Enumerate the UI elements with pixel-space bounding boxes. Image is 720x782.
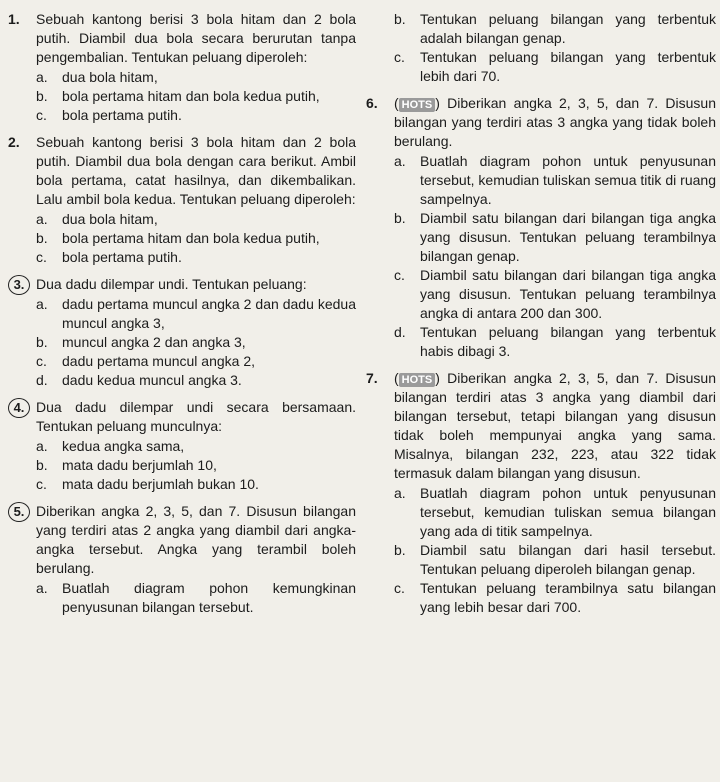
question-number: 6. [366, 95, 378, 111]
question-2 [8, 133, 356, 267]
option [36, 210, 356, 229]
option-label: a. [36, 438, 48, 454]
option [36, 333, 356, 352]
option-label: b. [36, 334, 48, 350]
hots-badge: HOTS [399, 98, 436, 112]
option-label: c. [36, 353, 47, 369]
option [394, 484, 716, 541]
option-text: bola pertama hitam dan bola kedua putih, [62, 88, 320, 104]
option-label: c. [394, 267, 405, 283]
question-text: Dua dadu dilempar undi. Tentukan peluang: [36, 276, 307, 292]
option-label: b. [394, 210, 406, 226]
question-text: Sebuah kantong berisi 3 bola hitam dan 2 bola putih. Diambil dua bola dengan cara berikut. Ambil bola pertama, catat hasilnya, dan dikembalikan. Lalu ambil bola kedua. Tentukan peluang diperoleh: [36, 134, 356, 207]
option-label: b. [394, 542, 406, 558]
option [36, 371, 356, 390]
option-text: Diambil satu bilangan dari bilangan tiga angka yang disusun. Tentukan peluang terambilnya bilangan genap. [420, 210, 716, 264]
option [394, 541, 716, 579]
option [394, 579, 716, 617]
option [36, 87, 356, 106]
option-text: Buatlah diagram pohon untuk penyusunan tersebut, kemudian tuliskan semua bilangan yang ada di titik sampelnya. [420, 485, 716, 539]
option-text: Buatlah diagram pohon untuk penyusunan tersebut, kemudian tuliskan semua titik di ruang sampelnya. [420, 153, 716, 207]
question-text-body: Diberikan angka 2, 3, 5, dan 7. Disusun bilangan terdiri atas 3 angka yang diambil dari bilangan tersebut, tetapi bilangan yang disusun tidak boleh mempunyai angka yang sama. Misalnya, bilangan 232, 223, atau 322 tidak termasuk dalam bilangan yang disusun. [394, 370, 716, 481]
option [36, 579, 356, 617]
option-label: d. [394, 324, 406, 340]
option-label: a. [36, 296, 48, 312]
question-number: 4. [8, 398, 30, 418]
question-3 [8, 275, 356, 390]
option [394, 266, 716, 323]
option-text: mata dadu berjumlah 10, [62, 457, 217, 473]
question-number: 5. [8, 502, 30, 522]
option-text: dadu kedua muncul angka 3. [62, 372, 242, 388]
option [36, 229, 356, 248]
option [36, 352, 356, 371]
question-number: 1. [8, 11, 20, 27]
question-1 [8, 10, 356, 125]
option-label: c. [394, 580, 405, 596]
option [36, 456, 356, 475]
option-label: c. [36, 249, 47, 265]
option [36, 475, 356, 494]
question-number: 2. [8, 134, 20, 150]
option-text: kedua angka sama, [62, 438, 185, 454]
option [36, 437, 356, 456]
question-number-circled [8, 275, 36, 390]
option-text: dua bola hitam, [62, 69, 158, 85]
option-text: Buatlah diagram pohon kemungkinan penyusunan bilangan tersebut. [62, 580, 356, 615]
option-text: dadu pertama muncul angka 2 dan dadu kedua muncul angka 3, [62, 296, 356, 331]
right-column [366, 10, 716, 625]
question-number-circled [8, 502, 36, 617]
option-label: a. [394, 485, 406, 501]
option-text: bola pertama putih. [62, 107, 182, 123]
option-label: c. [394, 49, 405, 65]
option-label: a. [36, 69, 48, 85]
option-text: Diambil satu bilangan dari hasil tersebut. Tentukan peluang diperoleh bilangan genap. [420, 542, 716, 577]
question-text-body: Diberikan angka 2, 3, 5, dan 7. Disusun bilangan yang terdiri atas 3 angka yang tidak boleh berulang. [394, 95, 716, 149]
question-text: Diberikan angka 2, 3, 5, dan 7. Disusun bilangan yang terdiri atas 2 angka yang diambil dari angka-angka tersebut. Angka yang terambil boleh berulang. [36, 503, 356, 576]
question-4 [8, 398, 356, 494]
option-text: dadu pertama muncul angka 2, [62, 353, 256, 369]
option-text: Tentukan peluang bilangan yang terbentuk adalah bilangan genap. [420, 11, 716, 46]
option-label: b. [394, 11, 406, 27]
question-number: 3. [8, 275, 30, 295]
option-text: mata dadu berjumlah bukan 10. [62, 476, 259, 492]
option-label: d. [36, 372, 48, 388]
option-text: dua bola hitam, [62, 211, 158, 227]
option-label: b. [36, 88, 48, 104]
option [36, 106, 356, 125]
question-7 [366, 369, 716, 617]
question-5 [8, 502, 356, 617]
option-label: c. [36, 107, 47, 123]
question-6 [366, 94, 716, 361]
question-number: 7. [366, 370, 378, 386]
option-text: muncul angka 2 dan angka 3, [62, 334, 246, 350]
question-text: ( HOTS ) Diberikan angka 2, 3, 5, dan 7. Disusun bilangan terdiri atas 3 angka yang diambil dari bilangan tersebut, tetapi bilangan yang disusun tidak boleh mempunyai angka yang sama. Misalnya, bilangan 232, 223, atau 322 tidak termasuk dalam bilangan yang disusun. [394, 370, 716, 481]
option-text: bola pertama hitam dan bola kedua putih, [62, 230, 320, 246]
option [394, 152, 716, 209]
option-label: a. [394, 153, 406, 169]
question-5-continued [366, 10, 716, 86]
question-text: Dua dadu dilempar undi secara bersamaan. Tentukan peluang munculnya: [36, 399, 356, 434]
option-label: a. [36, 580, 48, 596]
option-label: b. [36, 230, 48, 246]
left-column [8, 10, 356, 625]
spacer [366, 10, 394, 86]
hots-badge: HOTS [399, 373, 436, 387]
option [394, 48, 716, 86]
option-label: c. [36, 476, 47, 492]
option [394, 10, 716, 48]
option [394, 323, 716, 361]
option-label: b. [36, 457, 48, 473]
option-text: Diambil satu bilangan dari bilangan tiga angka yang disusun. Tentukan peluang terambilnya angka di antara 200 dan 300. [420, 267, 716, 321]
option [36, 68, 356, 87]
option-text: Tentukan peluang bilangan yang terbentuk habis dibagi 3. [420, 324, 716, 359]
question-text: ( HOTS ) Diberikan angka 2, 3, 5, dan 7. Disusun bilangan yang terdiri atas 3 angka yang tidak boleh berulang. [394, 95, 716, 149]
option [36, 295, 356, 333]
option [36, 248, 356, 267]
question-number-circled [8, 398, 36, 494]
option [394, 209, 716, 266]
question-text: Sebuah kantong berisi 3 bola hitam dan 2 bola putih. Diambil dua bola secara berurutan tanpa pengembalian. Tentukan peluang diperoleh: [36, 11, 356, 65]
option-label: a. [36, 211, 48, 227]
option-text: Tentukan peluang bilangan yang terbentuk lebih dari 70. [420, 49, 716, 84]
option-text: Tentukan peluang terambilnya satu bilangan yang lebih besar dari 700. [420, 580, 716, 615]
option-text: bola pertama putih. [62, 249, 182, 265]
